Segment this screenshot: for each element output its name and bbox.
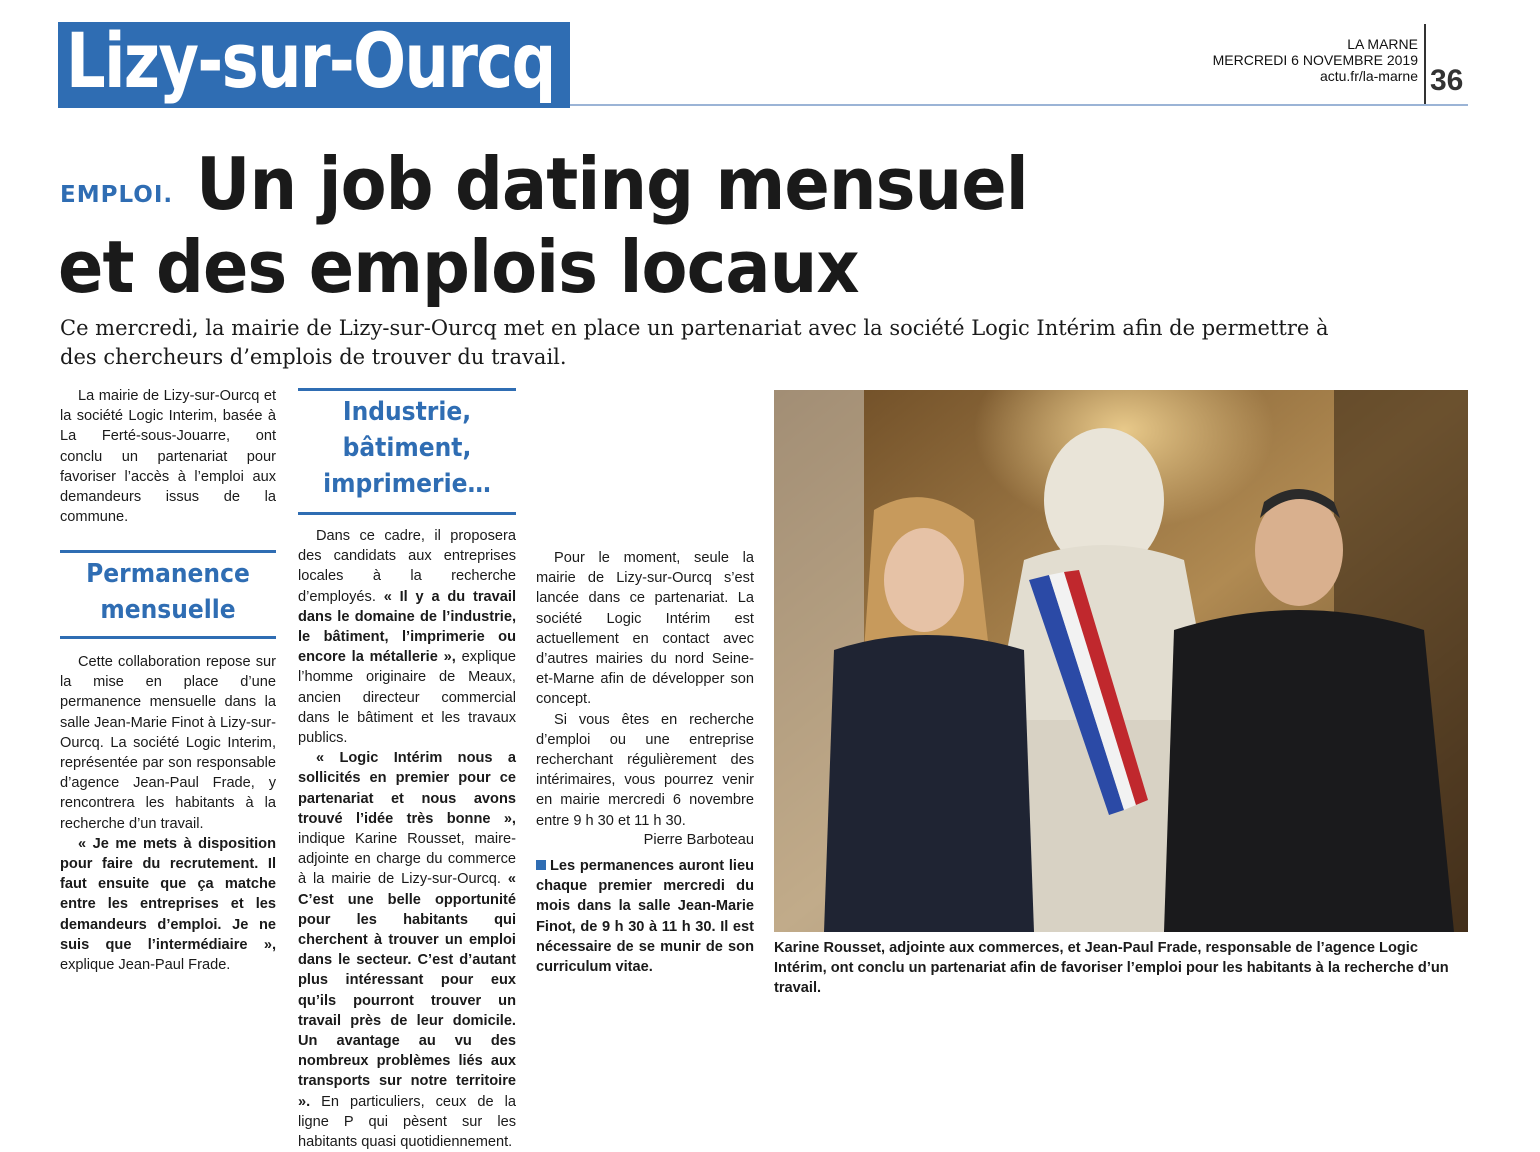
photo-illustration xyxy=(774,390,1468,932)
intro-paragraph: La mairie de Lizy-sur-Ourcq et la société Logic Interim, basée à La Ferté-sous-Jouarre, ont conclu un partenariat pour favoriser l’accès à l’emploi aux demandeurs issus de la commune. xyxy=(60,388,276,526)
masthead xyxy=(1213,36,1418,84)
page-number: 36 xyxy=(1430,64,1464,97)
quote: « Je me mets à disposition pour faire du recrutement. Il faut ensuite que ça matche entre les entreprises et les demandeurs d’emploi. Je ne suis que l’intermédiaire », xyxy=(60,835,276,953)
attribution: explique Jean-Paul Frade. xyxy=(60,957,231,974)
paragraph xyxy=(60,834,276,975)
subhead-industrie: Industrie, bâtiment, imprimerie… xyxy=(323,397,491,499)
quote: « C’est une belle opportunité pour les habitants qui cherchent à trouver un emploi dans le secteur. C’est d’autant plus intéressant pour eux qu’ils pourront trouver un travail près de leur domicile. Un avantage au vu des nombreux problèmes liés aux transports sur notre territoire ». xyxy=(298,871,516,1110)
headline-line-2: et des emplois locaux xyxy=(58,225,859,309)
paragraph: Cette collaboration repose sur la mise en place d’une permanence mensuelle dans la salle Jean-Marie Finot à Lizy-sur-Ourcq. La société Logic Interim, représentée par son responsable d’agence Jean-Paul Frade, y rencontrera les habitants à la recherche d’un travail. xyxy=(60,654,276,832)
subhead-rule xyxy=(60,636,276,639)
column-2-body xyxy=(298,526,516,1152)
kicker: EMPLOI. xyxy=(60,182,174,208)
header-rule xyxy=(570,104,1468,106)
section-title: Lizy-sur-Ourcq xyxy=(66,16,555,105)
issue-date: MERCREDI 6 NOVEMBRE 2019 xyxy=(1212,52,1418,68)
headline-line-1: Un job dating mensuel xyxy=(196,142,1028,226)
text: indique Karine Rousset, maire-adjointe en charge du commerce à la mairie de Lizy-sur-Ourcq. xyxy=(298,831,516,888)
quote: « Logic Intérim nous a sollicités en premier pour ce partenariat et nous avons trouvé l’idée très bonne », xyxy=(298,750,516,827)
quote: « Il y a du travail dans le domaine de l’industrie, le bâtiment, l’imprimerie ou encore la métallerie », xyxy=(298,588,516,666)
info-box xyxy=(536,856,754,977)
column-1-body xyxy=(60,652,276,975)
author-byline: Pierre Barboteau xyxy=(643,832,754,848)
bullet-square-icon xyxy=(536,860,546,870)
subhead-rule xyxy=(298,512,516,515)
paragraph: Pour le moment, seule la mairie de Lizy-sur-Ourcq s’est lancée dans ce partenariat. La société Logic Intérim est actuellement en contact avec d’autres mairies du nord Seine-et-Marne afin de développer son concept. xyxy=(536,550,754,708)
text: En particuliers, ceux de la ligne P qui pèsent sur les habitants quasi quotidiennement. xyxy=(298,1093,516,1151)
subhead-permanence: Permanence mensuelle xyxy=(86,559,250,625)
article-photo xyxy=(774,390,1468,932)
info-text: Les permanences auront lieu chaque premier mercredi du mois dans la salle Jean-Marie Finot, de 9 h 30 à 11 h 30. Il est nécessaire de se munir de son curriculum vitae. xyxy=(536,858,754,976)
text: explique l’homme originaire de Meaux, ancien directeur commercial dans le bâtiment et les travaux publics. xyxy=(298,649,516,747)
paragraph: Si vous êtes en recherche d’emploi ou une entreprise recherchant régulièrement des intérimaires, vous pourrez venir en mairie mercredi 6 novembre entre 9 h 30 et 11 h 30. xyxy=(536,711,754,829)
paragraph xyxy=(298,526,516,748)
subhead-rule xyxy=(298,388,516,391)
paragraph xyxy=(298,748,516,1152)
column-1-intro xyxy=(60,386,276,527)
text: Dans ce cadre, il proposera des candidats aux entreprises locales à la recherche d’employés. xyxy=(298,528,516,605)
subhead-rule xyxy=(60,550,276,553)
standfirst: Ce mercredi, la mairie de Lizy-sur-Ourcq met en place un partenariat avec la société Logic Intérim afin de permettre à des chercheurs d’emplois de trouver du travail. xyxy=(60,316,1329,369)
masthead-divider xyxy=(1424,24,1426,104)
website: actu.fr/la-marne xyxy=(1319,68,1418,84)
paper-name: LA MARNE xyxy=(1347,36,1418,52)
photo-caption: Karine Rousset, adjointe aux commerces, et Jean-Paul Frade, responsable de l’agence Logic Intérim, ont conclu un partenariat afin de favoriser l’emploi pour les habitants à la recherche d’un travail. xyxy=(774,940,1449,996)
column-3-body xyxy=(536,386,754,831)
